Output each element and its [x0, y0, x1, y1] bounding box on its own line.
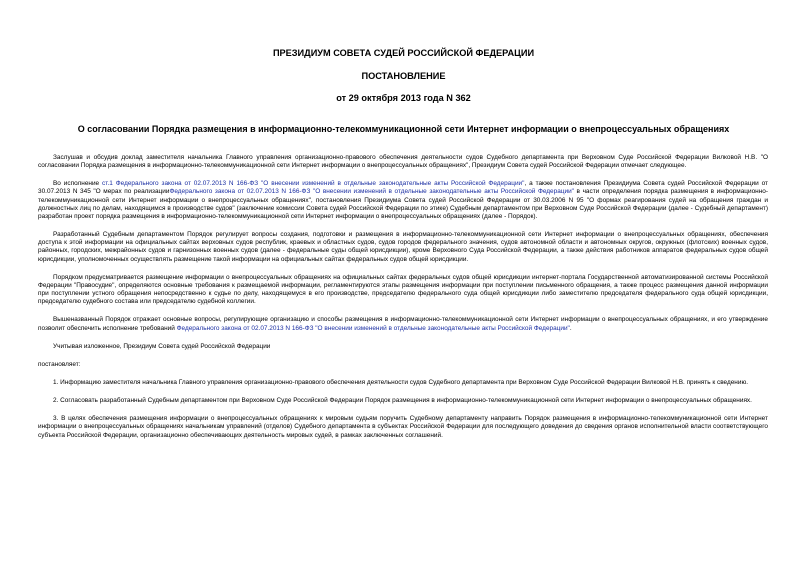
resolution-item-1: 1. Информацию заместителя начальника Главного управления организационно-правового обеспечения деятельности судов Судебного департамента при Верховном Суде Российской Федерации Вилковой Н.В. принять к сведению.	[53, 378, 749, 386]
law-link-article-1[interactable]: ст.1 Федерального закона от 02.07.2013 N 166-ФЗ "О внесении изменений в отдельные законодательные акты Российской Федерации"	[102, 180, 525, 188]
paragraph-2: Во исполнение ст.1 Федерального закона от 02.07.2013 N 166-ФЗ "О внесении изменений в отдельные законодательные акты Российской Федерации", а также постановления Президиума Совета судей Российской Федерации от 30.07.2013 N 345 "О мерах по реализацииФедерального закона от 02.07.2013 N 166-ФЗ "О внесении изменений в отдельные законодательные акты Российской Федерации" в части определения порядка размещения в информационно-телекоммуникационной сети Интернет информации о внепроцессуальных обращениях", постановления Президиума Совета судей Российской Федерации от 30.03.2006 N 95 "О формах реагирования судей на обращения граждан и должностных лиц по делам, находящимся в производстве судов" (заключение комиссии Совета судей Российской Федерации по этике) Судебным департаментом при Верховном Суде Российской Федерации (далее - Судебный департамент) разработан проект порядка размещения в информационно-телекоммуникационной сети Интернет информации о внепроцессуальных обращениях (далее - Порядок).	[38, 180, 768, 220]
paragraph-6: Учитывая изложенное, Президиум Совета судей Российской Федерации	[53, 342, 271, 350]
resolution-item-3: 3. В целях обеспечения размещения информации о внепроцессуальных обращениях к мировым судьям поручить Судебному департаменту направить Порядок размещения в информационно-телекоммуникационной сети Интернет информации о внепроцессуальных обращениях начальникам управлений (отделов) Судебного департамента в субъектах Российской Федерации для последующего доведения до сведения органов исполнительной власти соответствующего субъекта Российской Федерации, организационно обеспечивающих деятельность мировых судей, в рамках заключенных соглашений.	[38, 415, 768, 439]
document-date-number: от 29 октября 2013 года N 362	[336, 93, 471, 103]
document-body	[38, 154, 768, 450]
paragraph-1: Заслушав и обсудив доклад заместителя начальника Главного управления организационно-правового обеспечения деятельности судов Судебного департамента при Верховном Суде Российской Федерации Вилковой Н.В. "О согласовании Порядка размещения в информационно-телекоммуникационной сети Интернет информации о внепроцессуальных обращениях", Президиум Совета судей Российской Федерации отмечает следующее.	[38, 154, 768, 170]
issuing-body: ПРЕЗИДИУМ СОВЕТА СУДЕЙ РОССИЙСКОЙ ФЕДЕРАЦИИ	[272, 48, 535, 58]
paragraph-5: Вышеназванный Порядок отражает основные вопросы, регулирующие организацию и способы размещения в информационно-телекоммуникационной сети Интернет информации о внепроцессуальных обращениях, и его утверждение позволит обеспечить исполнение требований Федерального закона от 02.07.2013 N 166-ФЗ "О внесении изменений в отдельные законодательные акты Российской Федерации".	[38, 316, 768, 332]
paragraph-4: Порядком предусматривается размещение информации о внепроцессуальных обращениях на официальных сайтах федеральных судов общей юрисдикции интернет-портала Государственной автоматизированной системы Российской Федерации "Правосудие", определяются основные требования к размещаемой информации, регламентируются этапы размещения информации при поступлении письменного обращения, а также процесс размещения данной информации при поступлении устного обращения непосредственно к судье по делу, находящемуся в его производстве, председателю федерального суда общей юрисдикции либо заместителю председателя федерального суда общей юрисдикции, председателю судебного состава или председателю судебной коллегии.	[38, 273, 768, 306]
document-subject: О согласовании Порядка размещения в информационно-телекоммуникационной сети Интернет информации о внепроцессуальных обращениях	[77, 124, 730, 134]
paragraph-3: Разработанный Судебным департаментом Порядок регулирует вопросы создания, подготовки и размещения в информационно-телекоммуникационной сети Интернет информации о внепроцессуальных обращениях, обеспечения доступа к этой информации на официальных сайтах верховных судов республик, краевых и областных судов, судов городов федерального значения, судов автономной области и автономных округов, окружных (флотских) военных судов, районных, городских, межрайонных судов и гарнизонных военных судов (далее - федеральные суды общей юрисдикции), кроме Верховного Суда Российской Федерации, а также действия работников аппаратов федеральных судов общей юрисдикции, уполномоченных осуществлять размещение такой информации на официальных сайтах федеральных судов общей юрисдикции.	[38, 231, 768, 263]
law-link-166fz[interactable]: Федерального закона от 02.07.2013 N 166-ФЗ "О внесении изменений в отдельные законодательные акты Российской Федерации"	[169, 188, 574, 196]
resolution-item-2: 2. Согласовать разработанный Судебным департаментом при Верховном Суде Российской Федерации Порядок размещения в информационно-телекоммуникационной сети Интернет информации о внепроцессуальных обращениях.	[53, 397, 752, 405]
document-type: ПОСТАНОВЛЕНИЕ	[361, 71, 446, 81]
resolution-intro: постановляет:	[38, 360, 81, 368]
law-link-166fz-2[interactable]: Федерального закона от 02.07.2013 N 166-ФЗ "О внесении изменений в отдельные законодательные акты Российской Федерации"	[176, 324, 570, 332]
